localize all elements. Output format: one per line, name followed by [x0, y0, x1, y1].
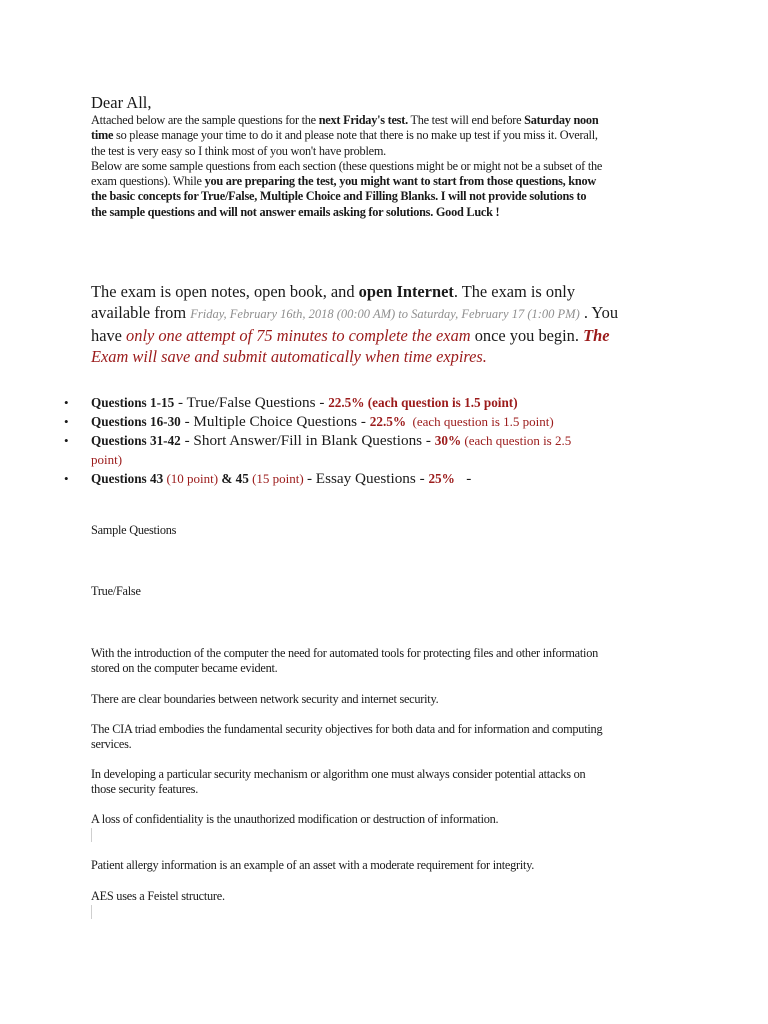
section-name: Multiple Choice Questions — [193, 413, 358, 430]
list-item — [64, 469, 704, 488]
question-text: AES uses a Feistel structure. — [91, 889, 225, 903]
section-note: (each question is 2.5 — [461, 433, 572, 448]
intro-emphasis: Saturday noon — [524, 113, 599, 127]
section-percent: 25% — [428, 471, 455, 486]
question-text: A loss of confidentiality is the unauthorized modification or destruction of information. — [91, 812, 499, 826]
section-label: & 45 — [221, 471, 249, 486]
bullet-icon: • — [64, 471, 69, 486]
separator: - — [357, 413, 370, 430]
bullet-icon: • — [64, 395, 69, 410]
question-item — [91, 722, 691, 753]
section-note: (each question is 1.5 point) — [364, 395, 518, 410]
exam-info-text: available from — [91, 303, 191, 322]
question-text: There are clear boundaries between network security and internet security. — [91, 692, 439, 706]
greeting: Dear All, — [91, 93, 152, 112]
intro-emphasis: the sample questions and will not answer emails asking for solutions. Good Luck ! — [91, 204, 500, 219]
intro-emphasis: next Friday's test. — [318, 113, 408, 127]
question-item — [91, 889, 691, 904]
section-percent: 22.5% — [328, 395, 365, 410]
section-list — [64, 393, 704, 488]
margin-mark — [91, 905, 92, 919]
question-text: The CIA triad embodies the fundamental security objectives for both data and for information and computing — [91, 722, 603, 736]
list-item — [64, 393, 704, 412]
question-item — [91, 858, 691, 873]
margin-mark — [91, 828, 92, 842]
section-note: point) — [91, 452, 123, 467]
intro-text: the test is very easy so I think most of you won't have problem. — [91, 143, 386, 158]
intro-emphasis: the basic concepts for True/False, Multiple Choice and Filling Blanks. I will not provide solutions to — [91, 189, 587, 204]
question-item — [91, 767, 691, 798]
intro-text: exam questions). While — [91, 174, 205, 189]
section-name: Short Answer/Fill in Blank Questions — [193, 432, 423, 449]
section-name: - Essay Questions - — [306, 470, 429, 487]
exam-info-text: . The exam is only — [453, 282, 576, 301]
separator: - — [315, 394, 329, 411]
exam-info-paragraph — [91, 281, 701, 367]
question-text: Patient allergy information is an example of an asset with a moderate requirement for integrity. — [91, 858, 535, 872]
question-text: services. — [91, 737, 132, 752]
question-item — [91, 692, 691, 707]
section-label: Questions 1-15 — [91, 395, 175, 410]
intro-paragraph — [91, 113, 691, 220]
intro-text: Attached below are the sample questions for the — [91, 113, 319, 127]
exam-info-text: have — [91, 326, 127, 345]
separator: - — [180, 432, 194, 449]
section-label: Questions 31-42 — [91, 433, 181, 448]
exam-dates: Friday, February 16th, 2018 (00:00 AM) to Saturday, February 17 (1:00 PM) — [190, 307, 580, 321]
section-label: Questions 16-30 — [91, 414, 181, 429]
intro-text: The test will end before — [407, 113, 525, 127]
intro-text: Below are some sample questions from each section (these questions might be or might not be a subset of the — [91, 158, 603, 173]
section-label: Questions 43 — [91, 471, 164, 486]
list-item — [64, 412, 704, 431]
exam-info-emphasis: open Internet — [358, 282, 454, 301]
question-text: those security features. — [91, 782, 199, 797]
section-note: (each question is 1.5 point) — [406, 414, 554, 429]
section-points: (15 point) — [248, 471, 307, 486]
list-item — [64, 431, 704, 469]
bullet-icon: • — [64, 433, 69, 448]
question-text: In developing a particular security mechanism or algorithm one must always consider potential attacks on — [91, 767, 586, 781]
autosubmit-notice: Exam will save and submit automatically when time expires. — [91, 347, 487, 366]
exam-info-text: The exam is open notes, open book, and — [91, 282, 359, 301]
exam-info-text: once you begin. — [470, 326, 584, 345]
question-text: stored on the computer became evident. — [91, 661, 278, 676]
true-false-heading: True/False — [91, 584, 141, 598]
autosubmit-notice: The — [583, 326, 610, 345]
section-points: (10 point) — [163, 471, 222, 486]
attempt-notice: only one attempt of 75 minutes to complete the exam — [126, 326, 471, 345]
separator: - — [422, 432, 435, 449]
section-percent: 30% — [434, 433, 462, 448]
intro-text: so please manage your time to do it and please note that there is no make up test if you miss it. Overall, — [113, 128, 598, 143]
question-text: With the introduction of the computer the need for automated tools for protecting files and other information — [91, 646, 599, 660]
separator: - — [180, 413, 194, 430]
bullet-icon: • — [64, 414, 69, 429]
question-item — [91, 812, 691, 827]
intro-emphasis: you are preparing the test, you might want to start from those questions, know — [204, 174, 596, 189]
intro-emphasis: time — [91, 128, 114, 143]
separator: - — [174, 394, 187, 411]
sample-questions-heading: Sample Questions — [91, 523, 177, 537]
separator: - — [454, 470, 472, 487]
section-name: True/False Questions — [186, 394, 316, 411]
question-item — [91, 646, 691, 677]
section-percent: 22.5% — [369, 414, 407, 429]
exam-info-text: . You — [579, 303, 619, 322]
